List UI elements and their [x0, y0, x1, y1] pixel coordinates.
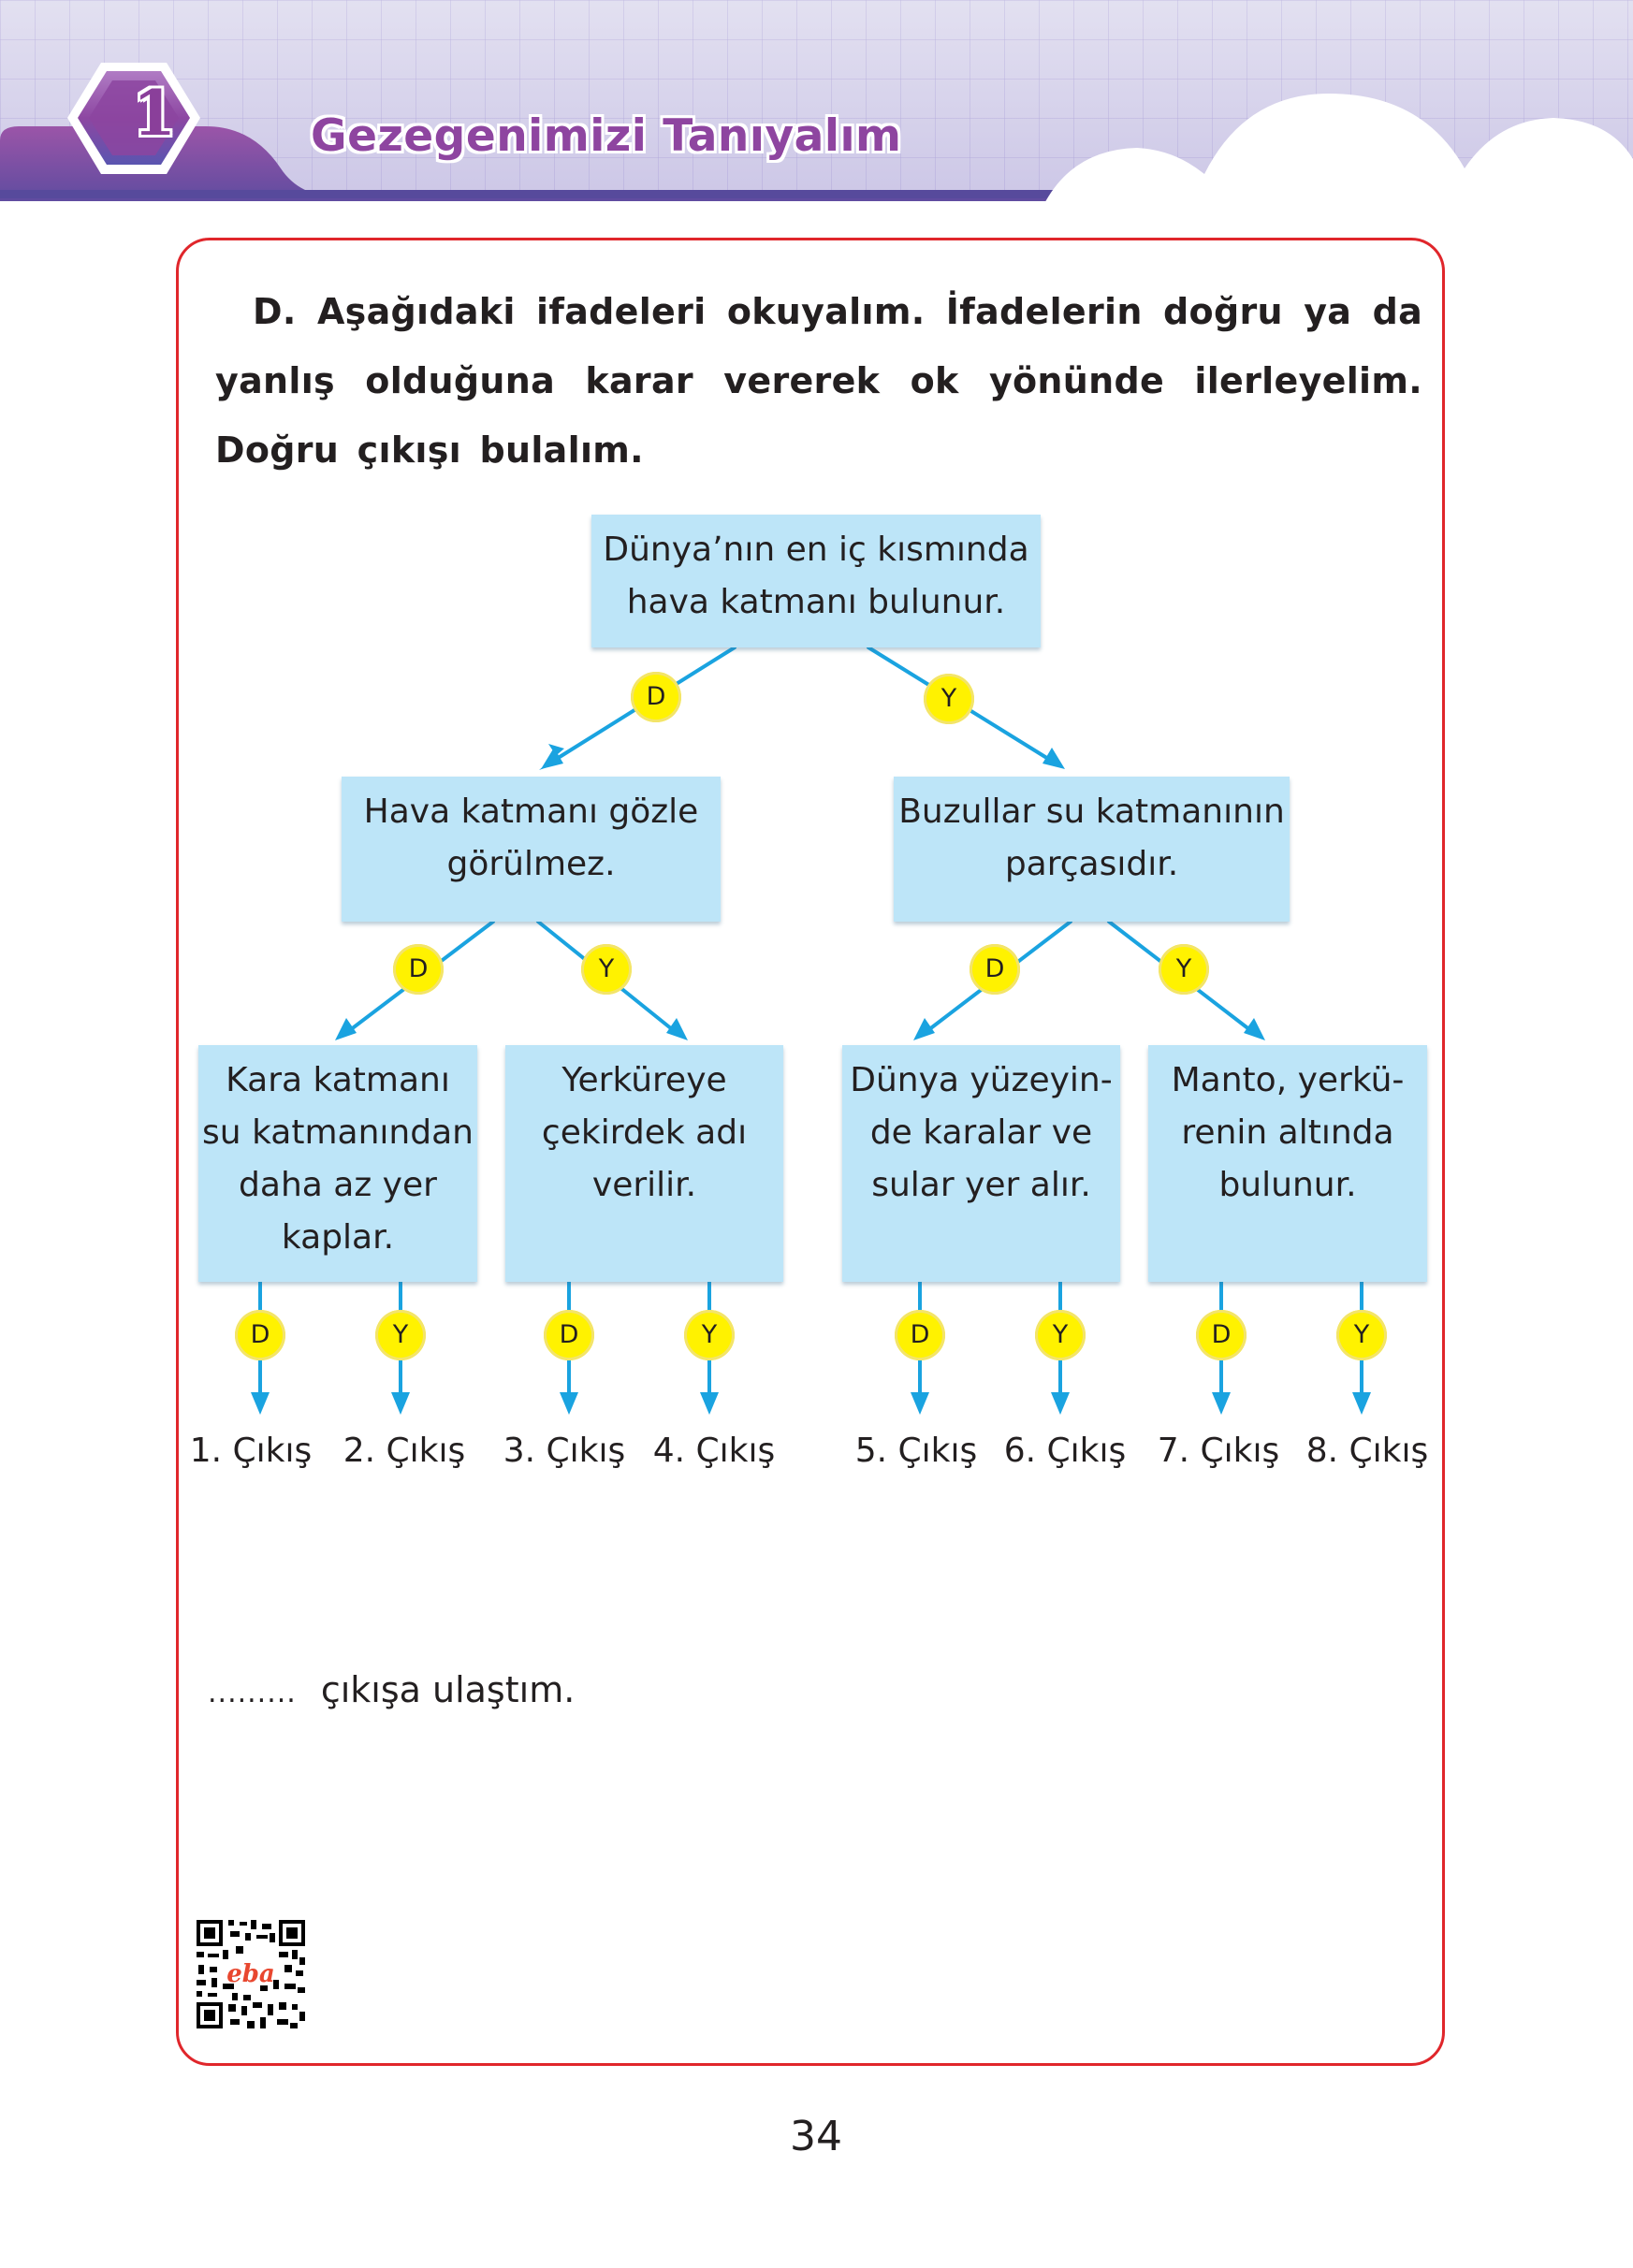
false-badge: Y — [1035, 1310, 1086, 1360]
page-number: 34 — [790, 2113, 842, 2160]
true-badge: D — [895, 1310, 945, 1360]
answer-text: çıkışa ulaştım. — [320, 1669, 576, 1710]
false-badge: Y — [581, 944, 632, 995]
instruction-label: D. — [253, 291, 297, 332]
statement-line: Dünya yüzeyin- — [850, 1061, 1113, 1099]
statement-line: renin altında — [1181, 1113, 1394, 1152]
exit-label-7: 7. Çıkış — [1157, 1432, 1280, 1470]
exit-label-6: 6. Çıkış — [1003, 1432, 1127, 1470]
true-badge: D — [1196, 1310, 1247, 1360]
true-badge: D — [970, 944, 1020, 995]
exit-label-5: 5. Çıkış — [854, 1432, 978, 1470]
exit-label-2: 2. Çıkış — [343, 1432, 466, 1470]
level3-statement-box-1 — [198, 1045, 477, 1282]
chapter-title: Gezegenimizi Tanıyalım — [311, 110, 902, 162]
statement-line: Yerküreye — [561, 1061, 727, 1099]
statement-line: Buzullar su katmanının — [898, 792, 1285, 831]
level3-statement-box-2 — [505, 1045, 783, 1282]
level2-statement-box-left — [342, 777, 721, 922]
statement-line: çekirdek adı — [541, 1113, 748, 1152]
exit-label-1: 1. Çıkış — [189, 1432, 313, 1470]
root-statement-box — [591, 515, 1041, 647]
false-badge: Y — [375, 1310, 426, 1360]
statement-line: de karalar ve — [869, 1113, 1093, 1152]
exit-label-8: 8. Çıkış — [1305, 1432, 1429, 1470]
true-badge: D — [393, 944, 444, 995]
level3-statement-box-4 — [1148, 1045, 1427, 1282]
statement-line: su katmanından — [202, 1113, 474, 1152]
chapter-number: 1 — [133, 77, 176, 150]
true-badge: D — [544, 1310, 594, 1360]
root-statement-line: hava katmanı bulunur. — [626, 583, 1006, 621]
false-badge: Y — [1336, 1310, 1387, 1360]
statement-line: Hava katmanı gözle — [363, 792, 699, 831]
statement-line: sular yer alır. — [871, 1166, 1091, 1204]
true-badge: D — [631, 672, 681, 722]
statement-line: daha az yer — [239, 1166, 437, 1204]
statement-line: Kara katmanı — [226, 1061, 450, 1099]
qr-code[interactable] — [195, 1918, 307, 2030]
statement-line: bulunur. — [1218, 1166, 1357, 1204]
true-badge: D — [235, 1310, 285, 1360]
exit-label-4: 4. Çıkış — [652, 1432, 776, 1470]
eba-logo: eba — [226, 1960, 275, 1988]
statement-line: Manto, yerkü- — [1171, 1061, 1405, 1099]
statement-line: verilir. — [591, 1166, 697, 1204]
answer-blank[interactable]: ......... — [208, 1677, 297, 1709]
false-badge: Y — [924, 674, 974, 724]
statement-line: kaplar. — [281, 1218, 395, 1257]
false-badge: Y — [1159, 944, 1209, 995]
exit-label-3: 3. Çıkış — [503, 1432, 626, 1470]
root-statement-line: Dünya’nın en iç kısmında — [603, 531, 1029, 569]
answer-line — [208, 1669, 575, 1710]
statement-line: parçasıdır. — [1004, 845, 1179, 883]
instruction-body: Aşağıdaki ifadeleri okuyalım. İfadelerin doğru ya da yanlış olduğuna karar vererek ok yönünde ilerleyelim. Doğru çıkışı bulalım. — [215, 291, 1423, 471]
level3-statement-box-3 — [842, 1045, 1120, 1282]
false-badge: Y — [684, 1310, 735, 1360]
level2-statement-box-right — [894, 777, 1290, 922]
statement-line: görülmez. — [446, 845, 616, 883]
